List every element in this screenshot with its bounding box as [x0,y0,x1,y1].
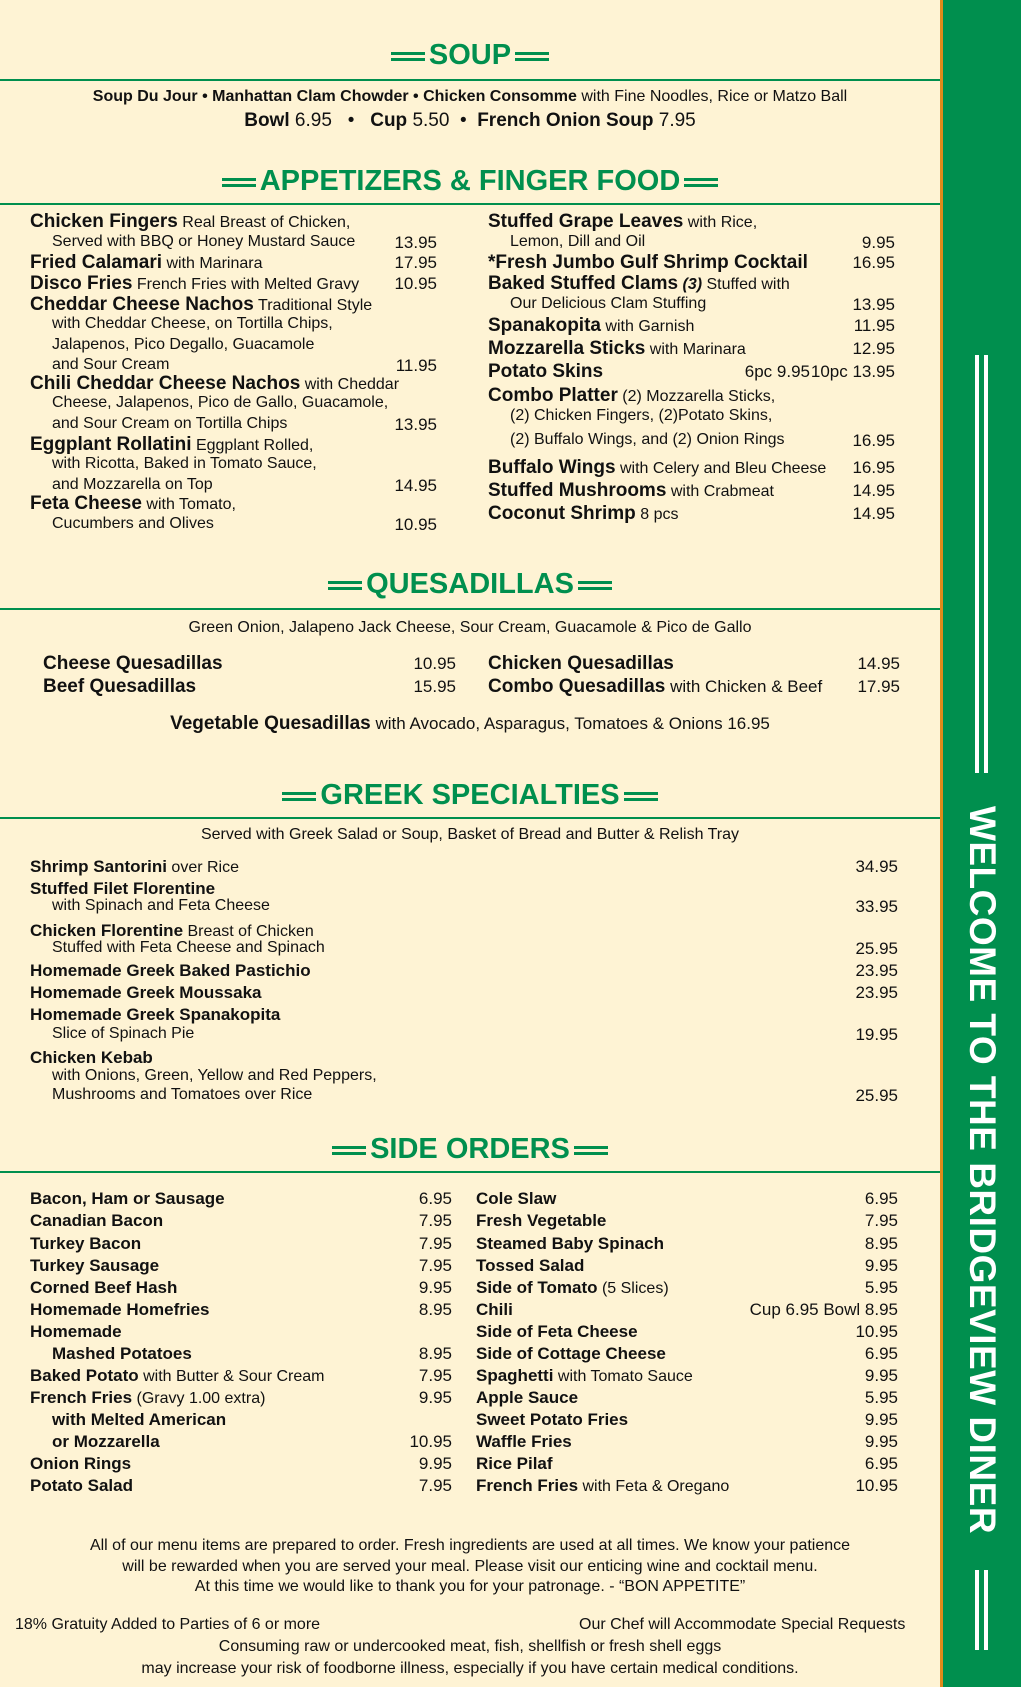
item-name: Homemade Greek Spanakopita [30,1005,281,1024]
item-price: 16.95 [852,431,895,450]
item-desc-line: Served with BBQ or Honey Mustard Sauce [52,233,356,250]
item-name: Cheddar Cheese Nachos [30,294,254,315]
menu-item [30,1210,163,1231]
sidebar-title: WELCOME TO THE BRIDGEVIEW DINER [962,805,1003,1535]
item-name: Steamed Baby Spinach [476,1234,665,1253]
item-desc-line: Mushrooms and Tomatoes over Rice [52,1086,313,1103]
menu-item [30,211,350,233]
item-price: 10.95 [413,654,456,673]
item-price: 7.95 [418,1366,452,1385]
item-price: 33.95 [855,897,898,916]
item-name: Beef Quesadillas [43,676,197,697]
item-price: 10pc 13.95 [810,362,895,381]
item-name: or Mozzarella [52,1432,160,1451]
item-name: Waffle Fries [476,1432,572,1451]
sidebar-double-rule-bottom [973,1570,991,1650]
item-price: 8.95 [864,1234,898,1253]
item-desc: with Marinara [162,255,263,272]
item-name: Eggplant Rollatini [30,434,192,455]
item-desc-line: with Cheddar Cheese, on Tortilla Chips, [52,315,333,332]
item-name: Rice Pilaf [476,1454,553,1473]
sidebar-double-rule-top [973,355,991,773]
item-name: Apple Sauce [476,1388,579,1407]
item-name: Stuffed Mushrooms [488,480,667,501]
footer-note-3: At this time we would like to thank you for your patronage. - “BON APPETITE” [194,1578,746,1595]
item-desc-line: and Sour Cream on Tortilla Chips [52,415,288,432]
menu-item [30,1004,280,1025]
quesadillas-subtitle: Green Onion, Jalapeno Jack Cheese, Sour Cream, Guacamole & Pico de Gallo [188,619,752,636]
item-name: Side of Cottage Cheese [476,1344,666,1363]
section-rule [0,1171,940,1173]
soup-varieties-names: Soup Du Jour • Manhattan Clam Chowder • Chicken Consomme [92,88,577,105]
item-price: 6.95 [864,1344,898,1363]
menu-item [476,1188,556,1209]
menu-item [476,1343,666,1364]
sidebar-banner [940,0,1021,1687]
appetizers-title-text: APPETIZERS & FINGER FOOD [259,165,681,197]
menu-item [476,1409,628,1430]
menu-item [476,1365,693,1387]
item-name: Potato Salad [30,1476,133,1495]
menu-item [30,1255,159,1276]
cup-price: 5.50 [412,110,450,131]
item-name: Homemade [30,1322,122,1341]
menu-item [476,1277,669,1299]
item-qty: (3) [678,276,703,293]
item-name: Sweet Potato Fries [476,1410,629,1429]
onion-soup-price: 7.95 [658,110,696,131]
item-name: Coconut Shrimp [488,503,636,524]
item-name: Side of Feta Cheese [476,1322,638,1341]
item-price: 9.95 [864,1366,898,1385]
item-name: Mashed Potatoes [52,1344,192,1363]
footer-note-2: will be rewarded when you are served your meal. Please visit our enticing wine and cocktail menu. [122,1558,818,1575]
item-name: Spanakopita [488,315,601,336]
menu-item [488,273,790,295]
item-desc: Real Breast of Chicken, [177,214,351,231]
section-title-greek [0,778,940,812]
item-price: 9.95 [864,1410,898,1429]
item-desc: Traditional Style [253,297,373,314]
soup-varieties-desc: with Fine Noodles, Rice or Matzo Ball [576,88,848,105]
onion-soup-label: French Onion Soup [477,110,654,131]
item-name: Combo Quesadillas [488,676,666,697]
item-desc: with Tomato Sauce [553,1368,693,1385]
item-name: Baked Stuffed Clams [488,273,679,294]
item-price: 11.95 [853,316,895,335]
item-price: 6.95 [864,1454,898,1473]
bowl-price: 6.95 [294,110,332,131]
soup-prices: Bowl 6.95 • Cup 5.50 • French Onion Soup 7.95 [244,110,696,131]
item-desc: with Feta & Oregano [578,1478,730,1495]
item-name: Fried Calamari [30,252,162,273]
menu-item [30,960,311,981]
item-price: 6.95 [418,1189,452,1208]
item-desc: with Crabmeat [666,483,774,500]
soup-varieties [0,87,940,107]
sides-title-text: SIDE ORDERS [370,1133,570,1165]
item-desc: Stuffed with [702,276,790,293]
item-desc-line: Jalapenos, Pico Degallo, Guacamole [52,336,315,353]
item-desc-line: Stuffed with Feta Cheese and Spinach [52,939,325,956]
title-dash-right [515,51,549,62]
item-price: 16.95 [852,458,895,477]
item-desc-line: Cheese, Jalapenos, Pico de Gallo, Guacamole, [52,394,389,411]
menu-item [476,1321,638,1342]
item-desc-line: and Mozzarella on Top [52,476,213,493]
chef-note: Our Chef will Accommodate Special Requests [579,1616,906,1633]
item-price: 5.95 [864,1278,898,1297]
item-desc-line: (2) Chicken Fingers, (2)Potato Skins, [510,407,773,424]
item-name: Canadian Bacon [30,1211,164,1230]
item-desc: 8 pcs [635,506,679,523]
section-rule [0,817,940,819]
item-desc: (5 Slices) [597,1280,669,1297]
item-price: 34.95 [855,857,898,876]
menu-item [30,982,262,1003]
item-price: 16.95 [852,253,895,272]
section-rule [0,608,940,610]
item-name: Cheese Quesadillas [43,653,223,674]
item-desc-line: Our Delicious Clam Stuffing [510,295,707,312]
item-price: 7.95 [418,1234,452,1253]
item-name: Stuffed Grape Leaves [488,211,684,232]
title-dash-right [578,580,612,591]
item-name: Stuffed Filet Florentine [30,879,216,898]
item-desc-line: with Spinach and Feta Cheese [52,897,270,914]
section-title-sides [0,1132,940,1166]
item-price: 11.95 [395,356,437,375]
item-desc: with Celery and Bleu Cheese [615,460,827,477]
item-desc: Eggplant Rolled, [191,437,314,454]
item-desc-line: with Ricotta, Baked in Tomato Sauce, [52,455,317,472]
item-price: 17.95 [394,253,437,272]
item-price: 23.95 [855,961,898,980]
item-name: with Melted American [52,1410,227,1429]
vegetable-quesadillas [0,713,940,735]
title-dash-left [391,51,425,62]
greek-title-text: GREEK SPECIALTIES [320,779,620,811]
menu-item [488,211,757,233]
vegetable-quesadillas-desc: with Avocado, Asparagus, Tomatoes & Onions 16.95 [370,714,770,733]
item-price: 25.95 [855,1086,898,1105]
item-price: 9.95 [864,1432,898,1451]
item-name: Turkey Sausage [30,1256,160,1275]
menu-item [52,1343,192,1364]
item-name: French Fries [476,1476,579,1495]
menu-item [488,676,822,697]
title-dash-left [332,1145,366,1156]
menu-item [30,1047,153,1068]
item-price: 14.95 [394,476,437,495]
menu-item [52,1431,160,1452]
menu-item [30,1387,265,1409]
menu-item [476,1299,513,1320]
menu-item [488,315,694,337]
item-desc-line: Lemon, Dill and Oil [510,233,646,250]
item-name: Corned Beef Hash [30,1278,178,1297]
menu-item [30,856,239,878]
item-name: Chicken Quesadillas [488,653,674,674]
item-price: 10.95 [855,1476,898,1495]
item-name: Tossed Salad [476,1256,585,1275]
item-name: Buffalo Wings [488,457,616,478]
menu-item [488,503,678,525]
item-price: 7.95 [418,1211,452,1230]
item-price: 9.95 [418,1388,452,1407]
quesadillas-title-text: QUESADILLAS [366,568,574,600]
item-name: Chili Cheddar Cheese Nachos [30,373,301,394]
item-price-small: 6pc 9.95 [744,362,810,381]
menu-item [30,1321,122,1342]
item-price: 9.95 [864,1256,898,1275]
item-name: Turkey Bacon [30,1234,142,1253]
item-name: Disco Fries [30,273,133,294]
item-name: Homemade Homefries [30,1300,210,1319]
menu-item [30,1299,210,1320]
item-desc-line: Cucumbers and Olives [52,515,214,532]
item-price: 10.95 [855,1322,898,1341]
item-price: 6.95 [864,1189,898,1208]
item-price: 10.95 [394,515,437,534]
item-price: 25.95 [855,939,898,958]
item-name: Chicken Florentine [30,921,184,940]
soup-title-text: SOUP [428,39,512,71]
food-warning-1: Consuming raw or undercooked meat, fish, shellfish or fresh shell eggs [218,1638,722,1655]
item-name: Potato Skins [488,361,604,382]
vegetable-quesadillas-name: Vegetable Quesadillas [170,713,371,734]
item-name: Feta Cheese [30,493,142,514]
greek-subtitle: Served with Greek Salad or Soup, Basket of Bread and Butter & Relish Tray [200,826,740,843]
item-name: Chicken Fingers [30,211,178,232]
item-name: French Fries [30,1388,133,1407]
menu-item [476,1387,578,1408]
item-name: Mozzarella Sticks [488,338,646,359]
item-desc-line: Slice of Spinach Pie [52,1025,195,1042]
item-desc: with Cheddar [300,376,400,393]
item-price: 7.95 [418,1256,452,1275]
menu-item [476,1233,664,1254]
item-desc: (2) Mozzarella Sticks, [617,388,776,405]
section-title-soup [0,38,940,72]
item-price: 9.95 [861,233,895,252]
item-desc: Breast of Chicken [183,923,314,940]
section-rule [0,203,940,205]
gratuity-note: 18% Gratuity Added to Parties of 6 or more [15,1616,321,1633]
section-title-quesadillas [0,567,940,601]
item-desc: (Gravy 1.00 extra) [132,1390,266,1407]
item-desc: with Butter & Sour Cream [138,1368,325,1385]
item-name: Spaghetti [476,1366,554,1385]
item-desc-line: and Sour Cream [52,356,170,373]
menu-item [476,1255,584,1276]
item-price: 19.95 [855,1025,898,1044]
title-dash-left [222,177,256,188]
item-name: Homemade Greek Moussaka [30,983,262,1002]
menu-item [30,1188,225,1209]
item-name: Fresh Vegetable [476,1211,607,1230]
item-price: 8.95 [418,1344,452,1363]
item-name: Side of Tomato [476,1278,598,1297]
title-dash-right [684,177,718,188]
item-desc: over Rice [166,859,239,876]
menu-item [43,653,223,674]
menu-item [476,1431,572,1452]
item-name: Homemade Greek Baked Pastichio [30,961,311,980]
menu-item [476,1210,606,1231]
menu-item [30,434,313,456]
item-price: 13.95 [852,295,895,314]
item-price: 10.95 [394,274,437,293]
item-name: Shrimp Santorini [30,857,167,876]
item-desc: with Marinara [645,341,746,358]
item-price: 13.95 [394,415,437,434]
item-name: Chicken Kebab [30,1048,153,1067]
item-price: 9.95 [418,1454,452,1473]
menu-item [488,385,775,407]
item-price: 14.95 [857,654,900,673]
cup-label: Cup [370,110,408,131]
menu-item [30,1475,133,1496]
item-desc: with Chicken & Beef [665,677,823,696]
item-desc: French Fries with Melted Gravy [132,276,360,293]
item-price: 23.95 [855,983,898,1002]
menu-item [476,1453,553,1474]
item-price: 14.95 [852,504,895,523]
menu-item [43,676,196,697]
item-name: Baked Potato [30,1366,139,1385]
section-rule [0,79,940,81]
menu-item [30,1233,141,1254]
item-desc: with Tomato, [141,496,236,513]
menu-item [52,1409,226,1430]
food-warning-2: may increase your risk of foodborne illness, especially if you have certain medical conditions. [141,1660,799,1677]
title-dash-right [574,1145,608,1156]
bowl-label: Bowl [244,110,290,131]
menu-item [30,373,399,395]
item-desc-line: with Onions, Green, Yellow and Red Peppers, [52,1067,377,1084]
item-name: Combo Platter [488,385,618,406]
item-price: 15.95 [413,677,456,696]
menu-item [30,493,236,515]
item-name: Chili [476,1300,513,1319]
menu-item [30,294,372,316]
menu-item [30,1453,131,1474]
footer-note-1: All of our menu items are prepared to order. Fresh ingredients are used at all times. We know your patience [89,1537,851,1554]
menu-item [30,1277,177,1298]
item-desc: with Garnish [600,318,695,335]
item-price: Cup 6.95 Bowl 8.95 [749,1300,898,1319]
item-name: Onion Rings [30,1454,132,1473]
item-name: *Fresh Jumbo Gulf Shrimp Cocktail [488,252,808,273]
item-price: 12.95 [852,339,895,358]
title-dash-right [624,791,658,802]
item-name: Bacon, Ham or Sausage [30,1189,225,1208]
item-price: 8.95 [418,1300,452,1319]
title-dash-left [282,791,316,802]
section-title-appetizers [0,164,940,198]
item-price: 7.95 [418,1476,452,1495]
item-price: 7.95 [864,1211,898,1230]
title-dash-left [328,580,362,591]
item-desc-line: (2) Buffalo Wings, and (2) Onion Rings [510,431,785,448]
item-price: 10.95 [409,1432,452,1451]
item-price: 9.95 [418,1278,452,1297]
item-price: 5.95 [864,1388,898,1407]
item-name: Cole Slaw [476,1189,557,1208]
menu-item [488,653,674,674]
item-price: 14.95 [852,481,895,500]
item-desc: with Rice, [683,214,758,231]
item-price: 13.95 [394,233,437,252]
menu-item [488,361,603,382]
item-price: 17.95 [857,677,900,696]
